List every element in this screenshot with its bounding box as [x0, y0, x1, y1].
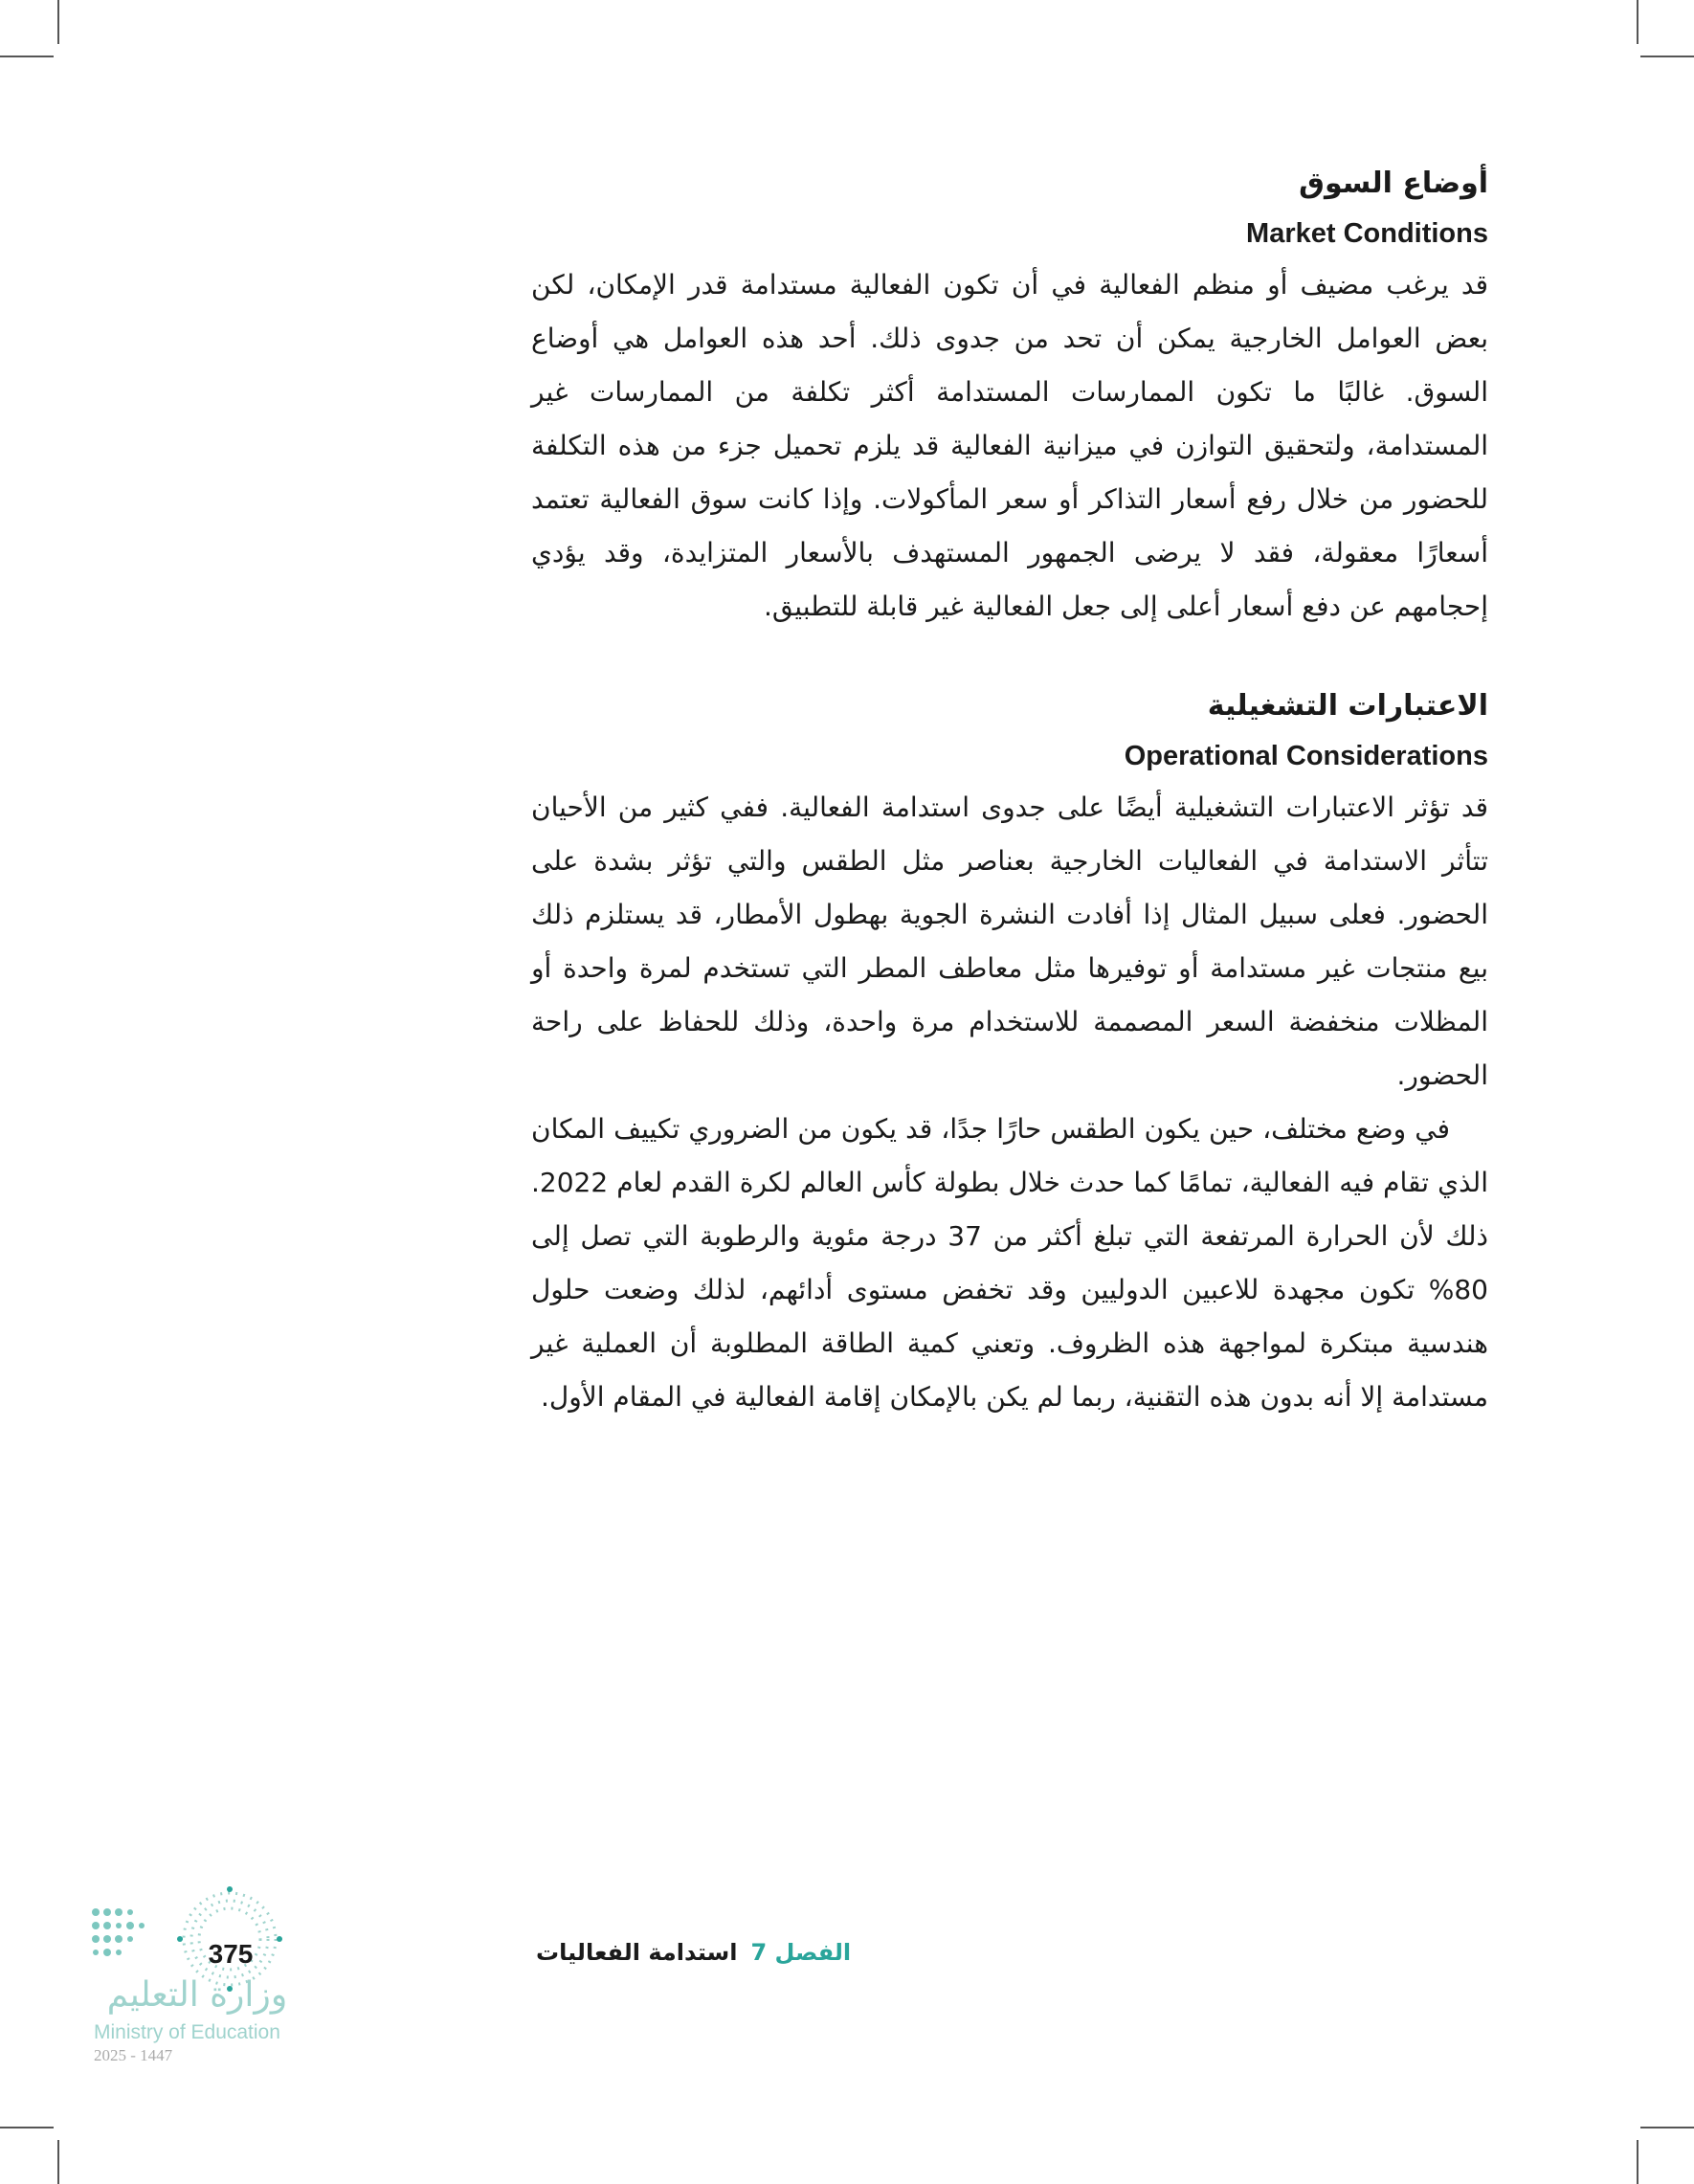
paragraph: قد تؤثر الاعتبارات التشغيلية أيضًا على جدوى استدامة الفعالية. ففي كثير من الأحيان تتأثر الاستدامة في الفعاليات الخارجية بعناصر مثل الطقس والتي تؤثر بشدة على الحضور. فعلى سبيل المثال إذا أفادت النشرة الجوية بهطول الأمطار، قد يستلزم ذلك بيع منتجات غير مستدامة أو توفيرها مثل معاطف المطر التي تستخدم لمرة واحدة أو المظلات منخفضة السعر المصممة للاستخدام مرة واحدة، وذلك للحفاظ على راحة الحضور. [531, 791, 1488, 1091]
crop-mark [0, 2127, 54, 2128]
section-title-en: Operational Considerations [1124, 741, 1488, 771]
ministry-name-en: Ministry of Education [94, 2021, 280, 2043]
crop-mark [1640, 2127, 1694, 2128]
ministry-year: 2025 - 1447 [94, 2046, 173, 2064]
crop-mark [57, 2140, 59, 2184]
section-title-ar: الاعتبارات التشغيلية [1207, 689, 1488, 723]
paragraph: قد يرغب مضيف أو منظم الفعالية في أن تكون الفعالية مستدامة قدر الإمكان، لكن بعض العوامل الخارجية يمكن أن تحد من جدوى ذلك. أحد هذه العوامل هي أوضاع السوق. غالبًا ما تكون الممارسات المستدامة أكثر تكلفة من الممارسات غير المستدامة، ولتحقيق التوازن في ميزانية الفعالية قد يلزم تحميل جزء من هذه التكلفة للحضور من خلال رفع أسعار التذاكر أو سعر المأكولات. وإذا كانت سوق الفعالية تعتمد أسعارًا معقولة، فقد لا يرضى الجمهور المستهدف بالأسعار المتزايدة، وقد يؤدي إحجامهم عن دفع أسعار أعلى إلى جعل الفعالية غير قابلة للتطبيق. [531, 269, 1488, 622]
section-market-conditions [531, 163, 1488, 634]
page-number: 375 [208, 1939, 254, 1969]
section-operational-considerations [531, 685, 1488, 1424]
chapter-title: استدامة الفعاليات [536, 1939, 738, 1966]
crop-mark [57, 0, 59, 44]
section-title-en: Market Conditions [1246, 218, 1488, 249]
page-footer [536, 1939, 851, 1966]
crop-mark [0, 56, 54, 57]
crop-mark [1637, 0, 1638, 44]
section-title-ar: أوضاع السوق [1299, 167, 1488, 200]
ministry-name-ar: وزارة التعليم [106, 1975, 288, 2015]
chapter-label: الفصل 7 [750, 1939, 852, 1966]
crop-mark [1637, 2140, 1638, 2184]
crop-mark [1640, 56, 1694, 57]
paragraph: في وضع مختلف، حين يكون الطقس حارًا جدًا، قد يكون من الضروري تكييف المكان الذي تقام فيه الفعالية، تمامًا كما حدث خلال بطولة كأس العالم لكرة القدم لعام 2022. ذلك لأن الحرارة المرتفعة التي تبلغ أكثر من 37 درجة مئوية والرطوبة التي تصل إلى 80% تكون مجهدة للاعبين الدوليين وقد تخفض مستوى أدائهم، لذلك وضعت حلول هندسية مبتكرة لمواجهة هذه الظروف. وتعني كمية الطاقة المطلوبة أن العملية غير مستدامة إلا أنه بدون هذه التقنية، ربما لم يكن بالإمكان إقامة الفعالية في المقام الأول. [531, 1113, 1488, 1413]
page-content [531, 163, 1488, 1476]
